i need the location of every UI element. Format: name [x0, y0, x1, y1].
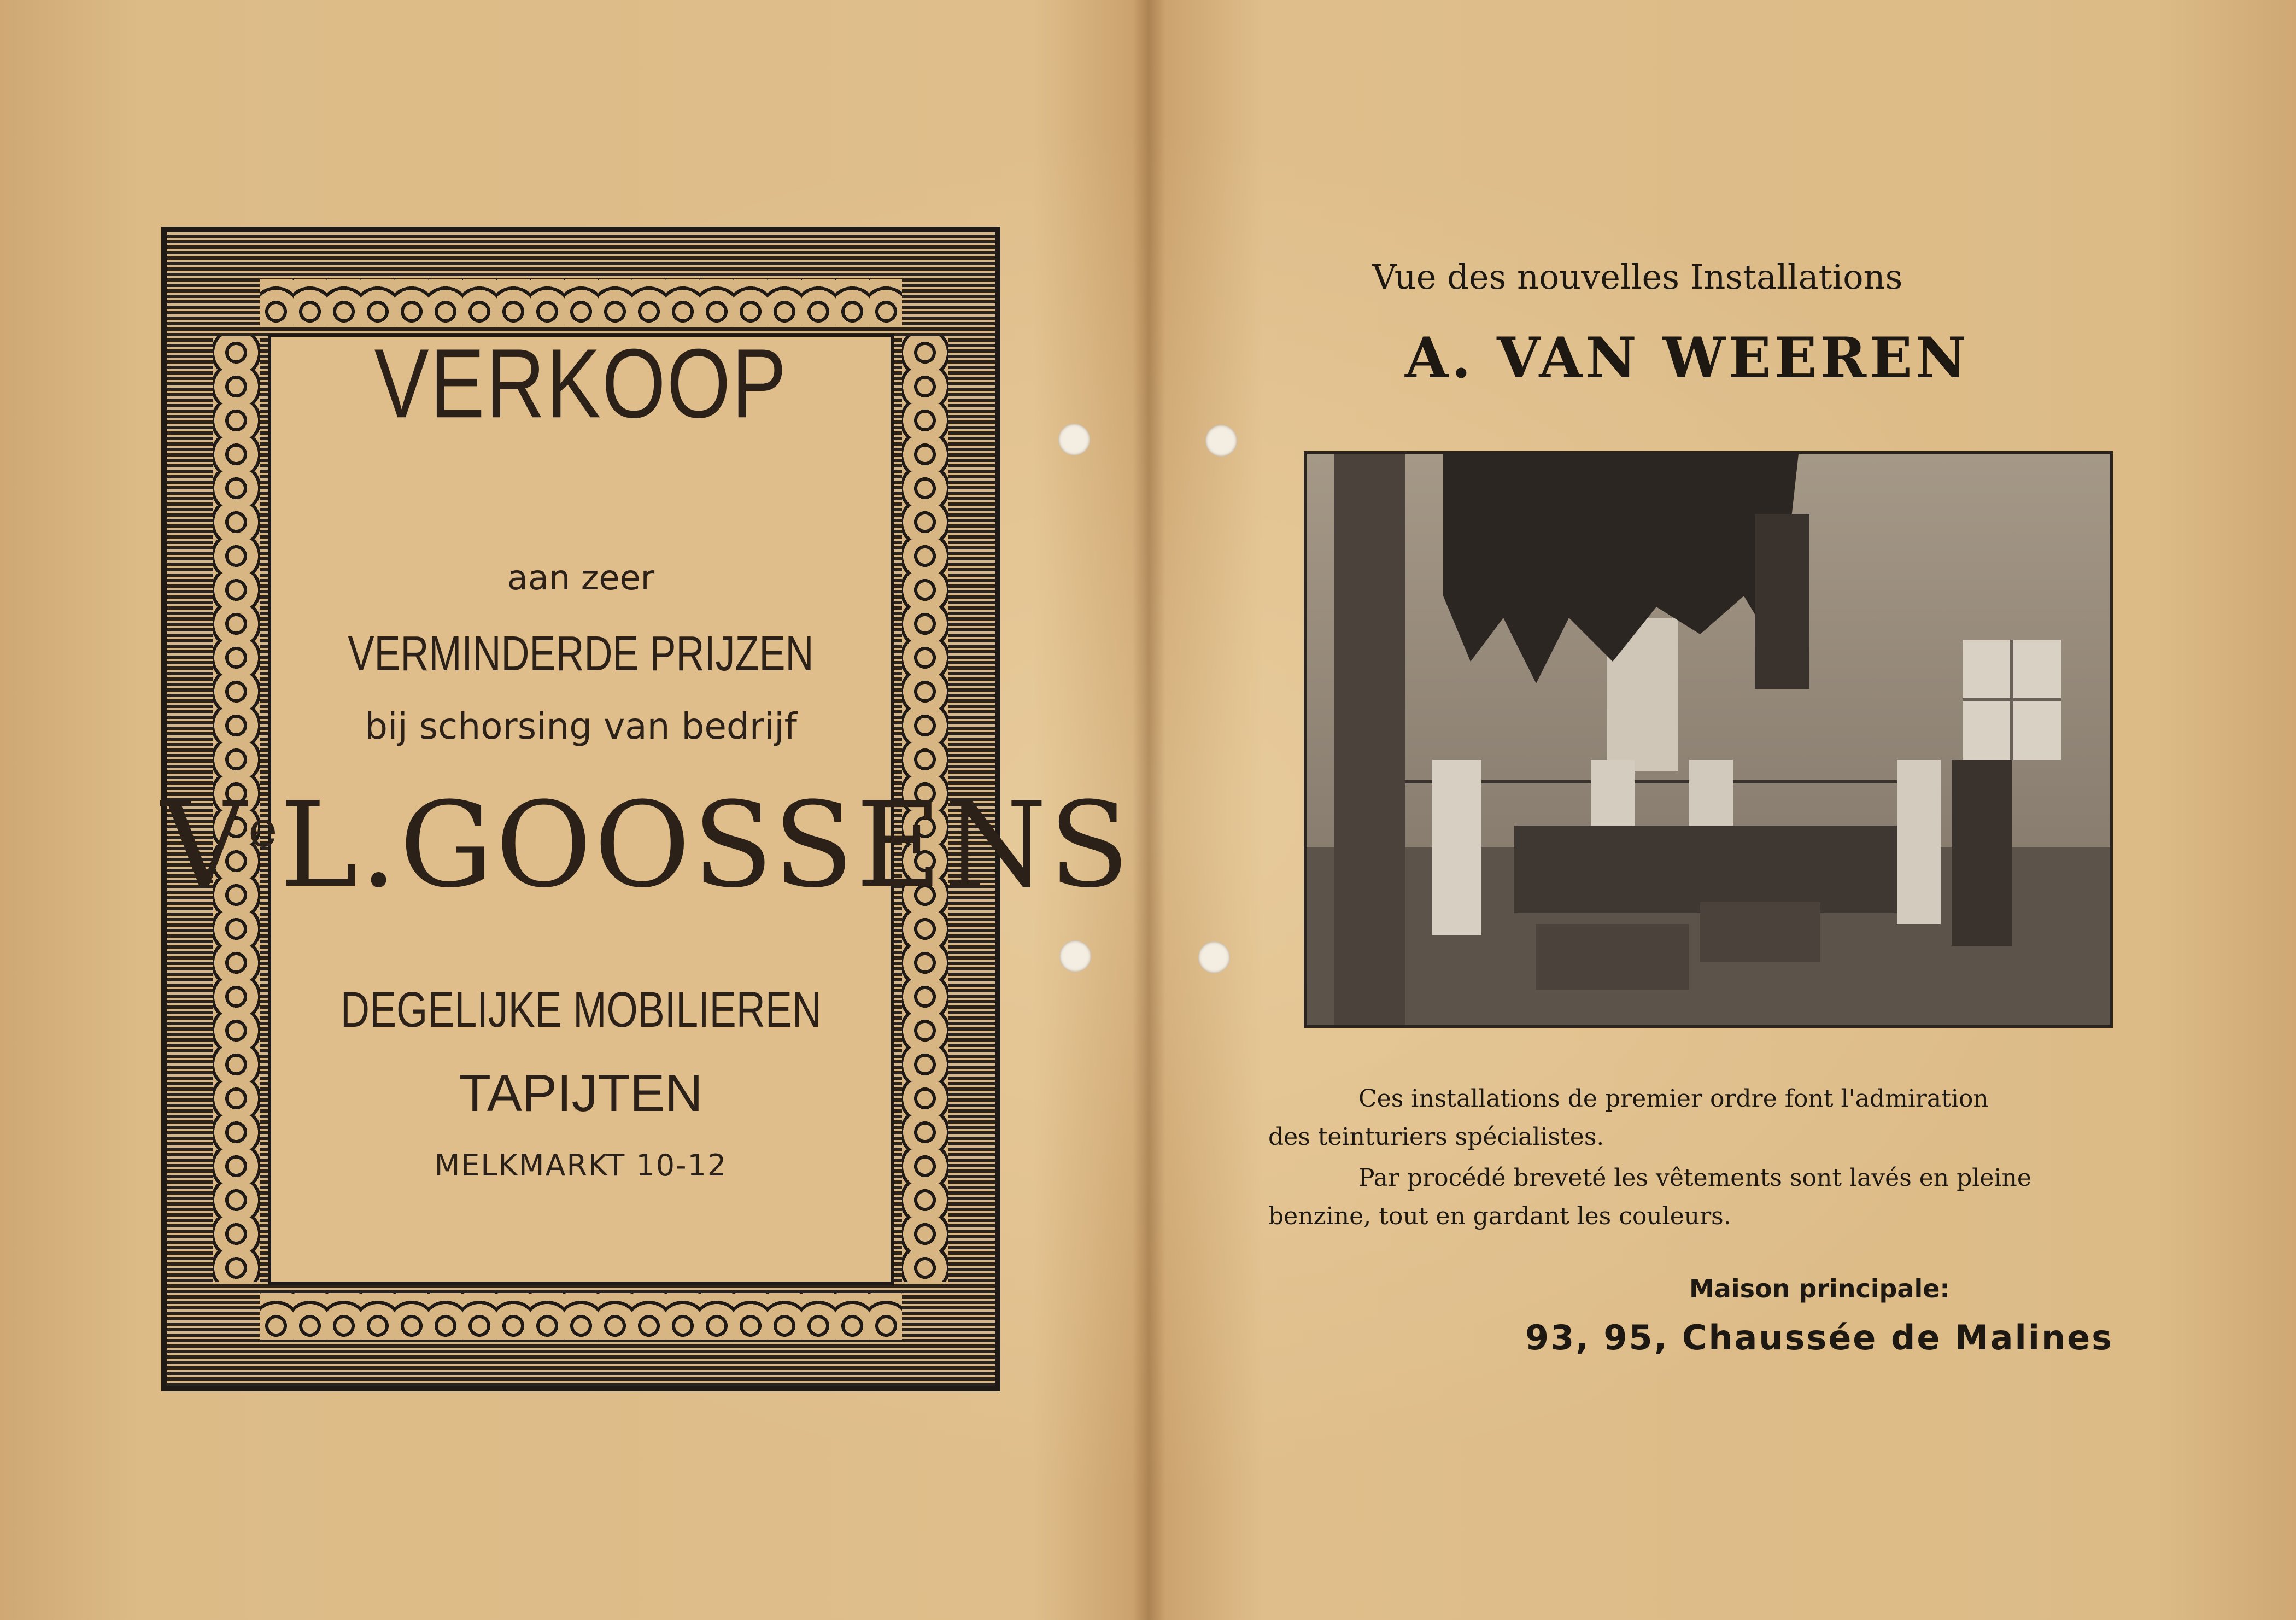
ad-furniture-line: DEGELIJKE MOBILIEREN	[340, 982, 822, 1038]
punch-hole	[1059, 940, 1091, 972]
installations-subtitle: Vue des nouvelles Installations	[1372, 257, 1903, 297]
page-gutter	[1133, 0, 1165, 1620]
ad-ornament-top	[260, 279, 902, 325]
ad-carpets-line: TAPIJTEN	[459, 1064, 703, 1122]
brand-name-text: L.GOOSSENS	[279, 776, 1132, 914]
punch-hole	[1198, 941, 1230, 973]
brand-prefix: V	[161, 776, 249, 914]
caption-line-2: des teinturiers spécialistes.	[1268, 1123, 1604, 1151]
caption-line-4: benzine, tout en gardant les couleurs.	[1268, 1202, 1731, 1230]
ad-subline: aan zeer	[507, 558, 655, 598]
workshop-photograph	[1304, 451, 2113, 1028]
caption-line-3: Par procédé breveté les vêtements sont lavés en pleine	[1358, 1164, 2031, 1192]
ad-headline: VERKOOP	[374, 328, 788, 438]
main-house-address: 93, 95, Chaussée de Malines	[1525, 1318, 2114, 1358]
main-house-label: Maison principale:	[1689, 1274, 1950, 1303]
ad-address: MELKMARKT 10-12	[434, 1148, 728, 1183]
ad-prices-line: VERMINDERDE PRIJZEN	[348, 627, 814, 681]
ad-brand-name	[161, 776, 1132, 914]
company-title: A. VAN WEEREN	[1405, 325, 1970, 391]
ad-ornament-bottom	[260, 1293, 902, 1340]
workshop-photo-image	[1307, 454, 2110, 1025]
punch-hole	[1205, 425, 1237, 457]
brand-prefix-sup: e	[248, 800, 280, 858]
punch-hole	[1058, 424, 1090, 455]
ad-reason-line: bij schorsing van bedrijf	[365, 705, 797, 747]
caption-line-1: Ces installations de premier ordre font l'admiration	[1358, 1085, 1989, 1113]
